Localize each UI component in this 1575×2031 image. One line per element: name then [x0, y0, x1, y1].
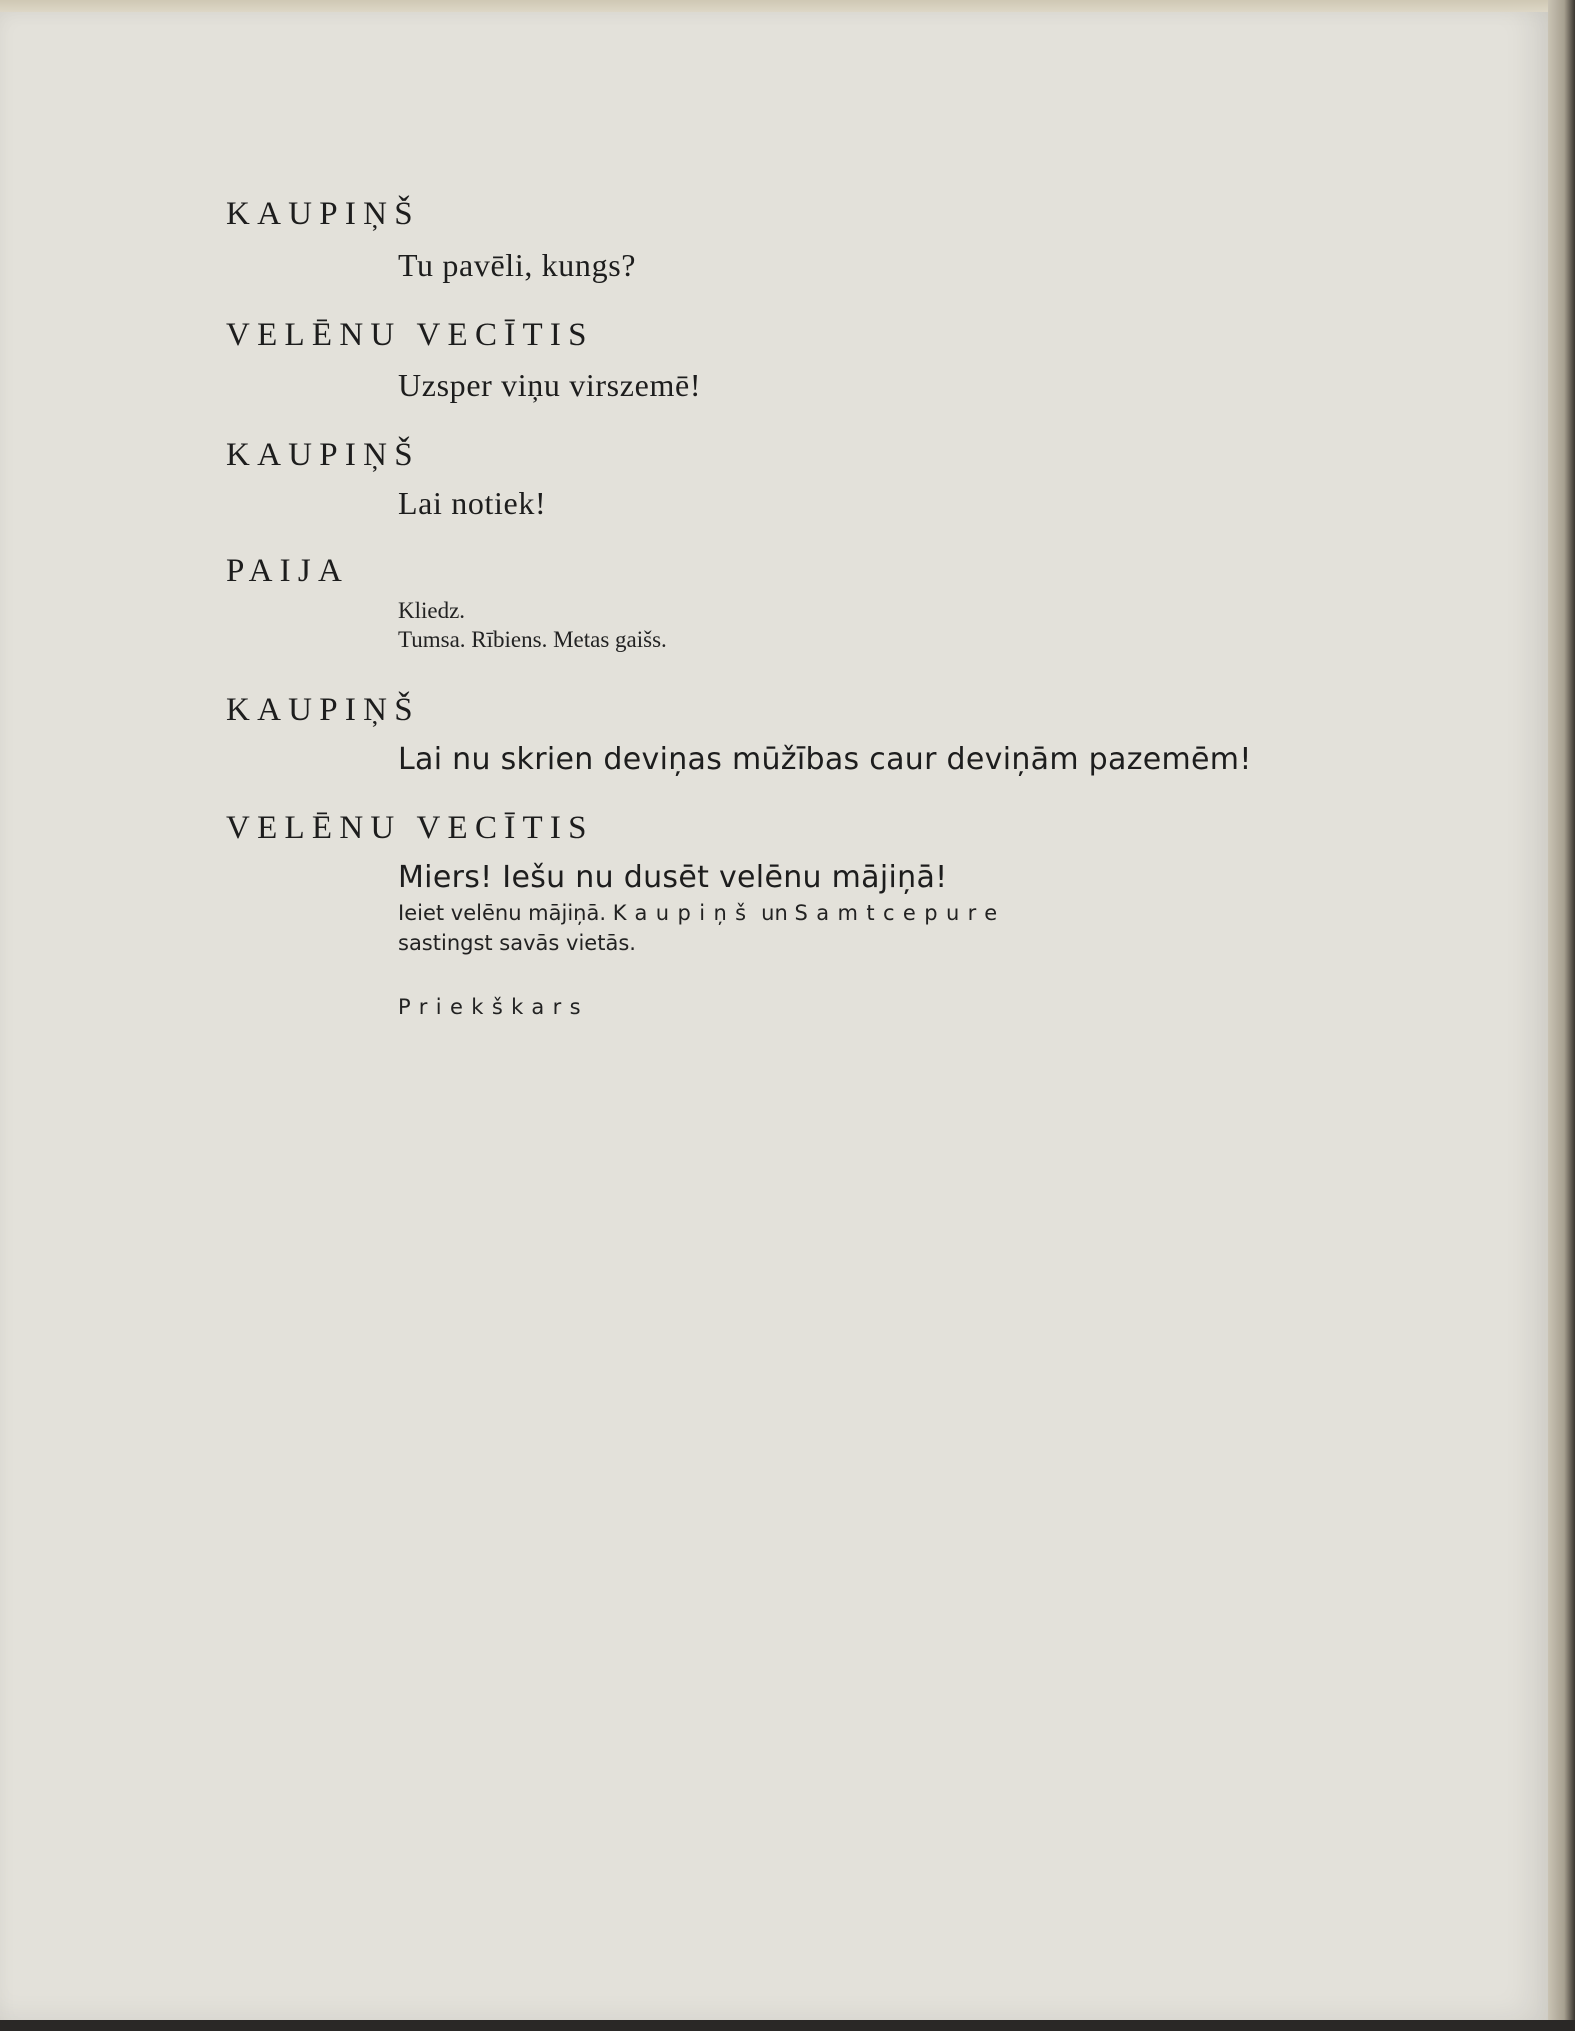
dialogue-line: Tu pavēli, kungs? — [398, 247, 637, 283]
speaker-name: PAIJA — [226, 553, 350, 589]
book-spine-edge — [1548, 0, 1575, 2031]
stage-direction: Tumsa. Rībiens. Metas gaišs. — [398, 627, 667, 652]
page-top-edge — [0, 0, 1575, 12]
speaker-name: KAUPIŅŠ — [226, 692, 420, 728]
speaker-name: KAUPIŅŠ — [226, 437, 420, 473]
speaker-name: KAUPIŅŠ — [226, 196, 420, 232]
stage-direction — [398, 898, 1006, 928]
speaker-name: VELĒNU VECĪTIS — [226, 810, 594, 846]
stage-direction: Kliedz. — [398, 598, 466, 623]
stage-text: un — [754, 901, 795, 925]
dialogue-line: Lai notiek! — [398, 485, 547, 521]
dialogue-line: Lai nu skrien deviņas mūžības caur deviņām pazemēm! — [398, 742, 1252, 777]
dialogue-line: Uzsper viņu virszemē! — [398, 367, 702, 403]
character-name: Samtcepure — [794, 901, 1006, 925]
curtain-direction: Priekškars — [398, 995, 590, 1019]
page-bottom-edge — [0, 2020, 1575, 2031]
stage-text: Ieiet velēnu mājiņā. — [398, 901, 613, 925]
speaker-name: VELĒNU VECĪTIS — [226, 317, 594, 353]
dialogue-line: Miers! Iešu nu dusēt velēnu mājiņā! — [398, 860, 948, 895]
stage-direction: sastingst savās vietās. — [398, 931, 636, 955]
character-name: Kaupiņš — [612, 901, 755, 925]
